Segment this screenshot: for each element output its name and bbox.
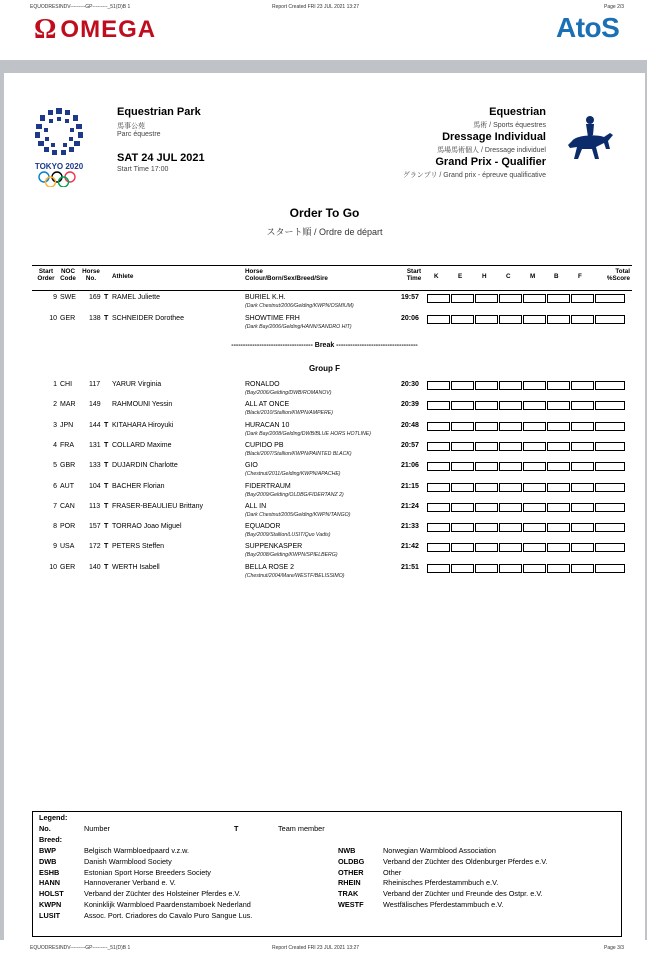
col-judge-h: H xyxy=(482,273,487,280)
sport-sub: 馬術 / Sports équestres xyxy=(473,122,546,129)
score-box-k xyxy=(427,315,450,324)
legend-breed-code: RHEIN xyxy=(338,878,361,888)
score-box-f xyxy=(571,483,594,492)
col-judge-c: C xyxy=(506,273,511,280)
row-team-member: T xyxy=(104,543,109,551)
score-box-m xyxy=(523,401,546,410)
row-noc: AUT xyxy=(60,482,74,490)
col-judge-m: M xyxy=(530,273,536,280)
table-row xyxy=(32,503,632,521)
olympic-rings-icon xyxy=(30,171,88,187)
report-created: Report Created FRI 23 JUL 2021 13:27 xyxy=(272,945,360,951)
row-horse-name: HURACAN 10 xyxy=(245,421,290,429)
legend-box xyxy=(32,811,622,937)
row-order: 6 xyxy=(53,482,57,490)
score-box-m xyxy=(523,422,546,431)
score-box-b xyxy=(547,483,570,492)
row-start-time: 21:06 xyxy=(401,462,419,470)
score-box-m xyxy=(523,442,546,451)
row-horse-no: 144 xyxy=(89,421,101,429)
score-box-total xyxy=(595,381,625,390)
legend-breed-code: DWB xyxy=(39,856,57,866)
score-box-e xyxy=(451,294,474,303)
col-start-order: Start Order xyxy=(37,268,55,282)
score-box-f xyxy=(571,503,594,512)
score-box-h xyxy=(475,315,498,324)
legend-t-code: T xyxy=(234,824,239,833)
score-box-e xyxy=(451,503,474,512)
row-team-member: T xyxy=(104,502,109,510)
legend-breed-desc: Westfälisches Pferdestammbuch e.V. xyxy=(383,900,504,909)
tokyo-2020-emblem xyxy=(30,106,88,186)
score-box-b xyxy=(547,462,570,471)
score-box-k xyxy=(427,523,450,532)
row-horse-no: 138 xyxy=(89,314,101,322)
document-title: Order To Go xyxy=(289,206,360,220)
order-to-go-page xyxy=(4,73,645,940)
row-horse-name: FIDERTRAUM xyxy=(245,482,291,490)
row-horse-detail: (Chestnut/2004/Mare/WESTF/BELISSIMO) xyxy=(245,572,345,579)
table-row xyxy=(32,381,632,399)
score-boxes xyxy=(427,381,626,390)
score-box-b xyxy=(547,422,570,431)
score-box-h xyxy=(475,462,498,471)
legend-breed-desc: Other xyxy=(383,867,402,877)
score-boxes xyxy=(427,442,626,451)
score-box-m xyxy=(523,543,546,552)
row-horse-detail: (Black/2007/Stallion/KWPN/PAINTED BLACK) xyxy=(245,450,352,457)
score-box-h xyxy=(475,543,498,552)
row-order: 3 xyxy=(53,421,57,429)
legend-breed-code: WESTF xyxy=(338,900,364,909)
row-team-member: T xyxy=(104,441,109,449)
legend-breed-code: TRAK xyxy=(338,889,359,899)
legend-breed-desc: Verband der Züchter des Oldenburger Pferdes e.V. xyxy=(383,856,548,866)
score-boxes xyxy=(427,523,626,532)
score-box-m xyxy=(523,523,546,532)
score-box-c xyxy=(499,401,522,410)
score-box-m xyxy=(523,294,546,303)
legend-breed-code: HOLST xyxy=(39,889,64,899)
score-box-m xyxy=(523,483,546,492)
row-athlete: SCHNEIDER Dorothee xyxy=(112,314,184,322)
score-box-total xyxy=(595,523,625,532)
score-box-e xyxy=(451,442,474,451)
score-box-b xyxy=(547,315,570,324)
legend-breed-desc: Norwegian Warmblood Association xyxy=(383,846,496,855)
row-horse-name: SUPPENKASPER xyxy=(245,543,303,551)
legend-title: Legend: xyxy=(39,813,68,822)
row-noc: FRA xyxy=(60,441,74,449)
row-noc: POR xyxy=(60,523,76,531)
legend-breed-desc: Koninklijk Warmbloed Paardenstamboek Nederland xyxy=(84,900,251,909)
score-box-f xyxy=(571,543,594,552)
score-box-k xyxy=(427,483,450,492)
legend-breed-desc: Belgisch Warmbloedpaard v.z.w. xyxy=(84,846,190,855)
score-box-f xyxy=(571,523,594,532)
row-horse-detail: (Bay/2006/Gelding/DWB/ROMANOV) xyxy=(245,390,332,396)
row-horse-no: 140 xyxy=(89,563,101,571)
score-box-f xyxy=(571,294,594,303)
score-box-h xyxy=(475,564,498,573)
row-athlete: TORRAO Joao Miguel xyxy=(112,523,182,531)
score-box-total xyxy=(595,462,625,471)
row-horse-detail: (Dark Bay/2006/Gelding/HANN/SANDRO HIT) xyxy=(245,323,352,330)
legend-t-desc: Team member xyxy=(278,824,325,833)
venue-japanese: 馬事公苑 xyxy=(117,123,145,130)
score-box-b xyxy=(547,503,570,512)
score-boxes xyxy=(427,462,626,471)
row-start-time: 20:39 xyxy=(401,401,419,409)
event-info xyxy=(326,106,546,180)
row-athlete: RAMEL Juliette xyxy=(112,294,160,301)
score-box-c xyxy=(499,483,522,492)
col-athlete: Athlete xyxy=(112,273,134,280)
row-horse-detail: (Chestnut/2011/Gelding/KWPN/APACHE) xyxy=(245,471,341,478)
legend-breed-code: HANN xyxy=(39,878,61,888)
row-horse-no: 157 xyxy=(89,523,101,531)
score-box-e xyxy=(451,564,474,573)
tokyo-emblem-icon xyxy=(30,106,88,156)
score-box-e xyxy=(451,381,474,390)
score-box-total xyxy=(595,294,625,303)
score-box-b xyxy=(547,381,570,390)
score-box-total xyxy=(595,503,625,512)
col-horse-no: Horse No. xyxy=(82,268,100,282)
row-horse-detail: (Black/2010/Stallion/KWPN/AMPERE) xyxy=(245,410,333,417)
doc-code: EQUODRESINDV---------GP---------_51(D)B 1 xyxy=(30,945,131,951)
score-box-total xyxy=(595,401,625,410)
score-box-f xyxy=(571,442,594,451)
venue-french: Parc équestre xyxy=(117,131,161,138)
score-box-k xyxy=(427,294,450,303)
row-athlete: FRASER-BEAULIEU Brittany xyxy=(112,502,204,510)
score-box-e xyxy=(451,401,474,410)
row-order: 9 xyxy=(53,294,57,301)
row-start-time: 20:30 xyxy=(401,381,419,388)
row-horse-name: CUPIDO PB xyxy=(245,441,284,449)
score-box-total xyxy=(595,564,625,573)
legend-breed-code: ESHB xyxy=(39,867,60,877)
legend-no-code: No. xyxy=(39,824,51,833)
row-horse-detail: (Dark Chestnut/2005/Gelding/KWPN/TANGO) xyxy=(245,511,351,518)
previous-page-footer xyxy=(0,0,647,60)
row-start-time: 20:57 xyxy=(401,441,419,449)
legend-breed-desc: Danish Warmblood Society xyxy=(84,856,172,866)
row-horse-name: ALL AT ONCE xyxy=(245,401,290,409)
score-box-f xyxy=(571,422,594,431)
row-noc: JPN xyxy=(60,421,74,429)
row-horse-no: 113 xyxy=(89,502,101,510)
row-order: 9 xyxy=(53,543,57,551)
score-box-c xyxy=(499,462,522,471)
omega-symbol-icon: Ω xyxy=(34,14,57,45)
score-box-h xyxy=(475,381,498,390)
row-horse-name: EQUADOR xyxy=(245,523,281,531)
document-subtitle: スタート順 / Ordre de départ xyxy=(266,227,383,237)
row-order: 4 xyxy=(53,441,57,449)
legend-breed-desc: Rheinisches Pferdestammbuch e.V. xyxy=(383,878,499,888)
doc-code: EQUODRESINDV---------GP---------_51(D)B 1 xyxy=(30,4,131,10)
score-box-k xyxy=(427,543,450,552)
row-horse-name: BELLA ROSE 2 xyxy=(245,563,295,571)
row-start-time: 19:57 xyxy=(401,294,419,301)
score-box-b xyxy=(547,294,570,303)
score-box-k xyxy=(427,503,450,512)
row-athlete: KITAHARA Hiroyuki xyxy=(112,421,174,429)
row-noc: GER xyxy=(60,563,76,571)
row-noc: GER xyxy=(60,314,76,322)
score-box-c xyxy=(499,503,522,512)
score-box-h xyxy=(475,294,498,303)
page-number: Page 3/3 xyxy=(604,945,625,951)
legend-breed-desc: Assoc. Port. Criadores do Cavalo Puro Sangue Lus. xyxy=(84,910,253,920)
row-team-member: T xyxy=(104,482,109,490)
legend-breed-title: Breed: xyxy=(39,835,63,844)
group-label: Group F xyxy=(308,364,341,373)
table-row xyxy=(32,401,632,419)
phase-name: Grand Prix - Qualifier xyxy=(435,156,546,168)
next-page-header xyxy=(0,940,647,960)
dressage-pictogram-icon xyxy=(566,115,616,165)
score-box-total xyxy=(595,543,625,552)
row-order: 2 xyxy=(53,401,57,409)
row-order: 7 xyxy=(53,502,57,510)
score-box-c xyxy=(499,294,522,303)
row-horse-no: 149 xyxy=(89,401,101,409)
row-horse-no: 117 xyxy=(89,381,101,388)
table-row xyxy=(32,483,632,501)
score-box-c xyxy=(499,381,522,390)
score-box-b xyxy=(547,442,570,451)
score-box-c xyxy=(499,523,522,532)
row-team-member: T xyxy=(104,294,109,301)
row-horse-name: RONALDO xyxy=(245,381,280,388)
score-box-h xyxy=(475,442,498,451)
row-athlete: COLLARD Maxime xyxy=(112,441,172,449)
score-box-k xyxy=(427,422,450,431)
row-noc: SWE xyxy=(60,294,76,301)
score-box-total xyxy=(595,483,625,492)
score-box-h xyxy=(475,523,498,532)
row-athlete: DUJARDIN Charlotte xyxy=(112,462,178,470)
event-sub: 馬場馬術個人 / Dressage individuel xyxy=(437,147,546,154)
score-box-m xyxy=(523,564,546,573)
tokyo-2020-text: TOKYO 2020 xyxy=(34,162,84,171)
row-athlete: BACHER Florian xyxy=(112,482,165,490)
score-box-k xyxy=(427,401,450,410)
score-boxes xyxy=(427,543,626,552)
score-box-f xyxy=(571,462,594,471)
score-box-c xyxy=(499,442,522,451)
row-order: 10 xyxy=(49,563,57,571)
row-horse-detail: (Bay/2009/Stallion/LUSIT/Quo Vadis) xyxy=(245,532,331,539)
score-boxes xyxy=(427,503,626,512)
row-athlete: RAHMOUNI Yessin xyxy=(112,401,173,409)
table-header xyxy=(32,265,632,291)
score-box-f xyxy=(571,401,594,410)
score-box-b xyxy=(547,401,570,410)
col-horse-detail: Horse Colour/Born/Sex/Breed/Sire xyxy=(245,268,328,282)
score-box-m xyxy=(523,315,546,324)
table-row xyxy=(32,315,632,333)
report-created: Report Created FRI 23 JUL 2021 13:27 xyxy=(272,4,360,10)
row-team-member: T xyxy=(104,523,109,531)
row-noc: CAN xyxy=(60,502,75,510)
row-start-time: 20:06 xyxy=(401,314,419,322)
row-start-time: 21:42 xyxy=(401,543,419,551)
omega-logo xyxy=(34,16,156,44)
row-noc: MAR xyxy=(60,401,76,409)
start-time: Start Time 17:00 xyxy=(117,166,169,173)
score-box-k xyxy=(427,381,450,390)
score-box-total xyxy=(595,442,625,451)
col-judge-f: F xyxy=(578,273,582,280)
legend-no-desc: Number xyxy=(84,824,110,833)
row-horse-name: SHOWTIME FRH xyxy=(245,314,300,322)
row-start-time: 21:51 xyxy=(401,563,419,571)
table-row xyxy=(32,564,632,582)
omega-wordmark: OMEGA xyxy=(60,16,157,43)
score-box-f xyxy=(571,381,594,390)
col-judge-b: B xyxy=(554,273,559,280)
row-horse-name: GIO xyxy=(245,462,258,470)
row-start-time: 20:48 xyxy=(401,421,419,429)
row-noc: USA xyxy=(60,543,75,551)
row-team-member: T xyxy=(104,314,109,322)
score-box-e xyxy=(451,462,474,471)
row-horse-detail: (Dark Chestnut/2006/Gelding/KWPN/OSMIUM) xyxy=(245,303,354,309)
row-team-member: T xyxy=(104,563,109,571)
venue-name: Equestrian Park xyxy=(117,106,201,118)
legend-breed-code: KWPN xyxy=(39,900,62,909)
row-team-member: T xyxy=(104,462,109,470)
legend-breed-code: OLDBG xyxy=(338,856,365,866)
score-boxes xyxy=(427,315,626,324)
row-order: 8 xyxy=(53,523,57,531)
row-order: 1 xyxy=(53,381,57,388)
row-start-time: 21:33 xyxy=(401,523,419,531)
score-box-e xyxy=(451,483,474,492)
score-box-b xyxy=(547,543,570,552)
legend-breed-desc: Hannoveraner Verband e. V. xyxy=(84,878,176,888)
row-noc: CHI xyxy=(60,381,73,388)
score-box-c xyxy=(499,422,522,431)
score-box-e xyxy=(451,422,474,431)
score-boxes xyxy=(427,483,626,492)
row-athlete: PETERS Steffen xyxy=(112,543,165,551)
col-start-time: Start Time xyxy=(406,268,422,282)
score-box-b xyxy=(547,523,570,532)
event-date: SAT 24 JUL 2021 xyxy=(117,152,205,164)
score-box-h xyxy=(475,503,498,512)
score-box-k xyxy=(427,442,450,451)
score-boxes xyxy=(427,294,626,303)
row-horse-no: 104 xyxy=(89,482,101,490)
score-box-h xyxy=(475,483,498,492)
score-box-c xyxy=(499,564,522,573)
legend-breed-desc: Verband der Züchter des Holsteiner Pferdes e.V. xyxy=(84,889,241,899)
row-horse-detail: (Dark Bay/2008/Gelding/DWB/BLUE HORS HOTLINE) xyxy=(245,430,371,437)
row-horse-no: 172 xyxy=(89,543,101,551)
table-row xyxy=(32,462,632,480)
score-boxes xyxy=(427,564,626,573)
table-row xyxy=(32,543,632,561)
row-start-time: 21:15 xyxy=(401,482,419,490)
row-horse-name: ALL IN xyxy=(245,502,267,510)
score-boxes xyxy=(427,422,626,431)
phase-sub: グランプリ / Grand prix - épreuve qualificative xyxy=(402,172,546,179)
score-box-m xyxy=(523,381,546,390)
row-start-time: 21:24 xyxy=(401,502,419,510)
score-box-b xyxy=(547,564,570,573)
score-box-m xyxy=(523,503,546,512)
table-row xyxy=(32,523,632,541)
legend-breed-code: LUSIT xyxy=(39,910,61,920)
score-box-e xyxy=(451,543,474,552)
score-box-k xyxy=(427,564,450,573)
sport-name: Equestrian xyxy=(489,106,546,118)
score-box-total xyxy=(595,422,625,431)
legend-breed-code: NWB xyxy=(338,846,356,855)
col-noc-code: NOC Code xyxy=(60,268,76,282)
row-horse-no: 133 xyxy=(89,462,101,470)
row-horse-detail: (Bay/2009/Gelding/OLDBG/FIDERTANZ 2) xyxy=(245,491,344,498)
page-number: Page 2/3 xyxy=(604,4,625,10)
score-box-c xyxy=(499,543,522,552)
col-judge-e: E xyxy=(458,273,463,280)
row-horse-detail: (Bay/2008/Gelding/KWPN/SPIELBERG) xyxy=(245,552,338,559)
legend-breed-code: OTHER xyxy=(338,867,364,877)
row-order: 10 xyxy=(49,314,57,322)
table-row xyxy=(32,294,632,312)
break-divider: ----------------------------------- Break ----------------------------------- xyxy=(231,342,418,349)
score-box-m xyxy=(523,462,546,471)
col-total-score: Total %Score xyxy=(606,268,630,282)
row-team-member: T xyxy=(104,421,109,429)
score-box-e xyxy=(451,315,474,324)
event-name: Dressage Individual xyxy=(442,131,546,143)
score-box-h xyxy=(475,422,498,431)
legend-breed-code: BWP xyxy=(39,846,57,855)
row-noc: GBR xyxy=(60,462,76,470)
table-row xyxy=(32,422,632,440)
row-horse-no: 169 xyxy=(89,294,101,301)
table-row xyxy=(32,442,632,460)
atos-logo: AtoS xyxy=(556,12,620,43)
row-athlete: YARUR Virginia xyxy=(112,381,162,388)
row-horse-name: BURIEL K.H. xyxy=(245,294,286,301)
col-judge-k: K xyxy=(434,273,439,280)
score-box-f xyxy=(571,315,594,324)
score-box-e xyxy=(451,523,474,532)
row-athlete: WERTH Isabell xyxy=(112,563,160,571)
legend-breed-desc: Estonian Sport Horse Breeders Society xyxy=(84,867,211,877)
score-box-k xyxy=(427,462,450,471)
row-order: 5 xyxy=(53,462,57,470)
score-boxes xyxy=(427,401,626,410)
score-box-total xyxy=(595,315,625,324)
score-box-c xyxy=(499,315,522,324)
row-horse-no: 131 xyxy=(89,441,101,449)
score-box-h xyxy=(475,401,498,410)
legend-breed-desc: Verband der Züchter und Freunde des Ostpr. e.V. xyxy=(383,889,543,899)
score-box-f xyxy=(571,564,594,573)
